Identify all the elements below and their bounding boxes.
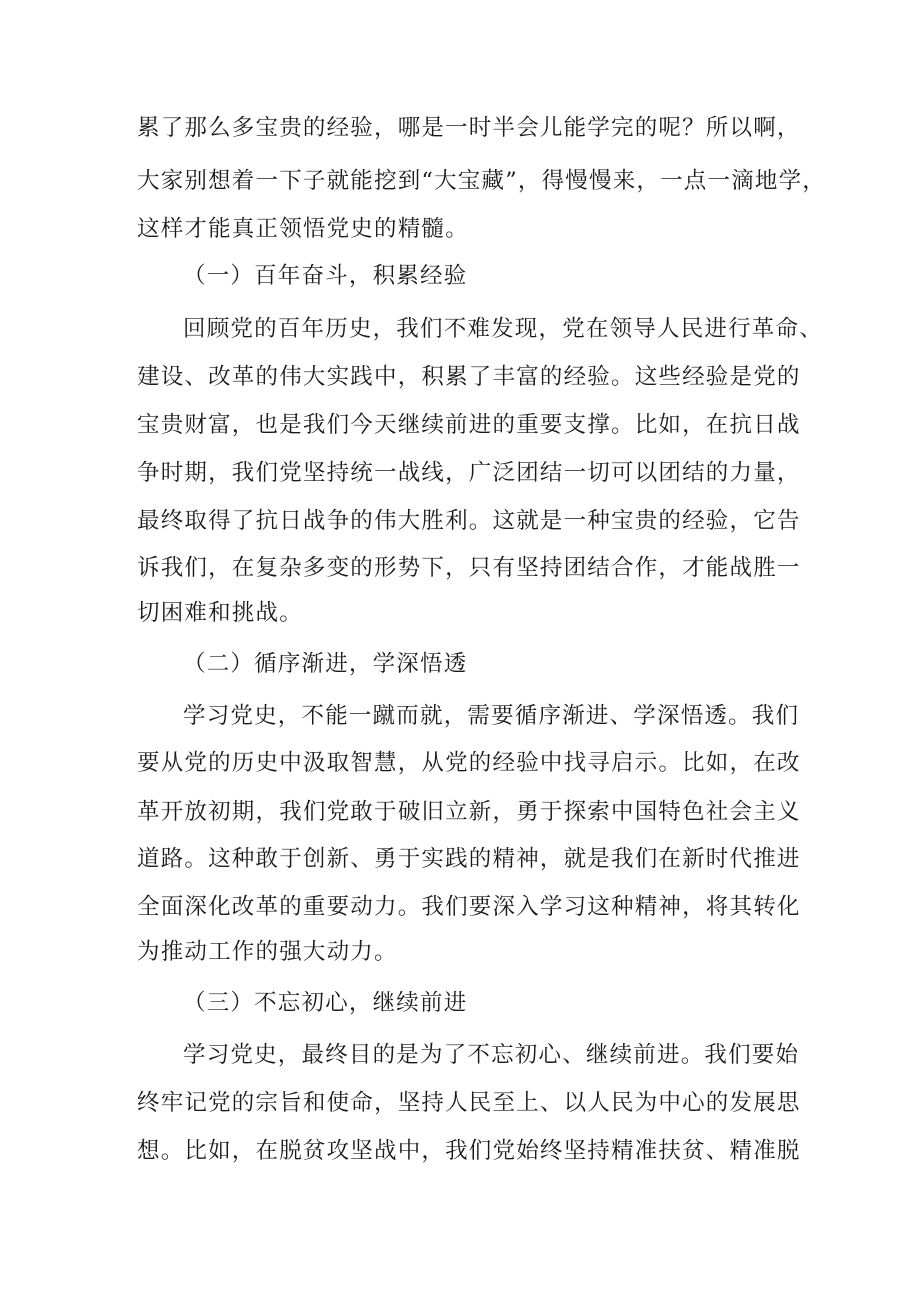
- paragraph-line: 诉我们，在复杂多变的形势下，只有坚持团结合作，才能战胜一: [137, 555, 801, 581]
- paragraph-line: 回顾党的百年历史，我们不难发现，党在领导人民进行革命、: [183, 316, 823, 342]
- paragraph-line: 学习党史，不能一蹴而就，需要循序渐进、学深悟透。我们: [183, 703, 800, 729]
- section-heading-1: （一）百年奋斗，积累经验: [183, 263, 468, 289]
- section-heading-2: （二）循序渐进，学深悟透: [183, 651, 468, 677]
- paragraph-line: 要从党的历史中汲取智慧，从党的经验中找寻启示。比如，在改: [137, 750, 801, 776]
- paragraph-line: 为推动工作的强大动力。: [137, 939, 398, 965]
- section-heading-3: （三）不忘初心，继续前进: [183, 990, 468, 1016]
- paragraph-line: 道路。这种敢于创新、勇于实践的精神，就是我们在新时代推进: [137, 846, 801, 872]
- paragraph-line: 学习党史，最终目的是为了不忘初心、继续前进。我们要始: [183, 1042, 800, 1068]
- paragraph-line: 建设、改革的伟大实践中，积累了丰富的经验。这些经验是党的: [137, 364, 801, 390]
- paragraph-line: 全面深化改革的重要动力。我们要深入学习这种精神，将其转化: [137, 894, 801, 920]
- paragraph-line: 这样才能真正领悟党史的精髓。: [137, 216, 469, 242]
- paragraph-line: 大家别想着一下子就能挖到“大宝藏”，得慢慢来，一点一滴地学，: [137, 168, 827, 194]
- paragraph-line: 累了那么多宝贵的经验，哪是一时半会儿能学完的呢？所以啊，: [137, 115, 801, 141]
- paragraph-line: 切困难和挑战。: [137, 600, 303, 626]
- paragraph-line: 宝贵财富，也是我们今天继续前进的重要支撑。比如，在抗日战: [137, 412, 801, 438]
- paragraph-line: 终牢记党的宗旨和使命，坚持人民至上、以人民为中心的发展思: [137, 1090, 801, 1116]
- paragraph-line: 最终取得了抗日战争的伟大胜利。这就是一种宝贵的经验，它告: [137, 508, 801, 534]
- paragraph-line: 革开放初期，我们党敢于破旧立新，勇于探索中国特色社会主义: [137, 799, 801, 825]
- paragraph-line: 想。比如，在脱贫攻坚战中，我们党始终坚持精准扶贫、精准脱: [137, 1138, 801, 1164]
- paragraph-line: 争时期，我们党坚持统一战线，广泛团结一切可以团结的力量，: [137, 460, 801, 486]
